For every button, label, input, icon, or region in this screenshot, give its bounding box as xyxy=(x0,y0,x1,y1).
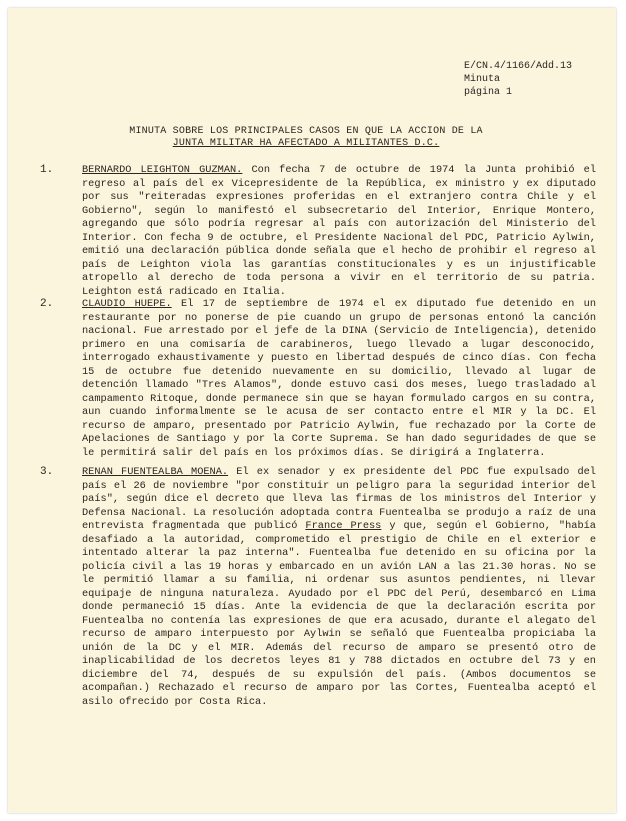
page-number: página 1 xyxy=(464,87,513,98)
title-line-1: MINUTA SOBRE LOS PRINCIPALES CASOS EN QUE LA ACCION DE LA xyxy=(129,126,483,137)
case-text-part-b: y que, según el Gobierno, "había desafiado a la autoridad, comprometido el prestigio de Chile en el exterior e intentado alterar la paz interna". Fuentealba fue detenido en su oficina por la policía civil a las 19 horas y embarcado en un avión LAN a las 21.30 horas. No se le permitió llamar a su familia, ni ordenar sus asuntos pendientes, ni llevar equipaje de ninguna naturaleza. Ayudado por el PDC del Perú, desembarcó en Lima donde permaneció 15 días. Ante la evidencia de que la declaración escrita por Fuentealba no contenía las expresiones de que era acusado, durante el alegato del recurso de amparo interpuesto por Aylwin se señaló que Fuentealba propiciaba la unión de la DC y el MIR. Además del recurso de amparo se presentó otro de inaplicabilidad de los decretos leyes 81 y 788 dictados en octubre del 73 y en diciembre del 74, después de su expulsión del país. (Ambos documentos se acompañan.) Rechazado el recurso de amparo por las Cortes, Fuentealba aceptó el asilo ofrecido por Costa Rica. xyxy=(82,520,596,708)
document-page xyxy=(8,8,616,813)
case-person-name: CLAUDIO HUEPE. xyxy=(82,298,172,310)
case-person-name: BERNARDO LEIGHTON GUZMAN. xyxy=(82,164,243,176)
document-title xyxy=(116,126,496,150)
case-body xyxy=(82,164,596,299)
document-type: Minuta xyxy=(464,74,501,85)
document-reference: E/CN.4/1166/Add.13 xyxy=(464,61,573,72)
case-text: El 17 de septiembre de 1974 el ex diputado fue detenido en un restaurante por no ponerse de pie cuando un grupo de personas entonó la canción nacional. Fue arrestado por el jefe de la DINA (Servicio de Inteligencia), detenido primero en una comisaría de carabineros, luego llevado a lugar desconocido, interrogado exhaustivamente y puesto en libertad después de cinco días. Con fecha 15 de octubre fue detenido nuevamente en su domicilio, llevado al lugar de detención llamado "Tres Alamos", donde estuvo casi dos meses, luego trasladado al campamento Ritoque, donde permanece sin que se hayan formulado cargos en su contra, aun cuando informalmente se le acusa de ser contacto entre el MIR y la DC. El recurso de amparo, presentado por Patricio Aylwin, fue rechazado por la Corte de Apelaciones de Santiago y por la Corte Suprema. Se han dado seguridades de que se le permitirá salir del país en los próximos días. Se dirigirá a Inglaterra. xyxy=(82,298,596,459)
case-number: 1. xyxy=(40,164,54,176)
news-agency-name: France Press xyxy=(305,520,382,532)
case-text: Con fecha 7 de octubre de 1974 la Junta prohibió el regreso al país del ex Vicepresidente de la República, ex ministro y ex diputado por sus "reiteradas expresiones proferidas en el extranjero contra Chile y el Gobierno", según lo manifestó el subsecretario del Interior, Enrique Montero, agregando que sólo podría regresar al país con autorización del Ministerio del Interior. Con fecha 9 de octubre, el Presidente Nacional del PDC, Patricio Aylwin, emitió una declaración pública donde señala que el hecho de prohibir el regreso al país de Leighton viola las garantías constitucionales y es un injustificable atropello al derecho de toda persona a vivir en el territorio de su patria. Leighton está radicado en Italia. xyxy=(82,164,596,298)
case-person-name: RENAN FUENTEALBA MOENA. xyxy=(82,466,229,478)
case-number: 2. xyxy=(40,298,54,310)
case-text-part-a: El ex senador y ex presidente del PDC fue expulsado del país el 26 de noviembre "por constituir un peligro para la seguridad interior del país", según dice el decreto que lleva las firmas de los ministros del Interior y Defensa Nacional. La resolución adoptada contra Fuentealba se produjo a raíz de una entrevista fragmentada que publicó xyxy=(82,466,596,532)
case-body xyxy=(82,298,596,460)
document-header xyxy=(464,60,572,99)
case-body xyxy=(82,466,596,709)
case-number: 3. xyxy=(40,466,54,478)
title-line-2: JUNTA MILITAR HA AFECTADO A MILITANTES D.C. xyxy=(172,138,440,149)
